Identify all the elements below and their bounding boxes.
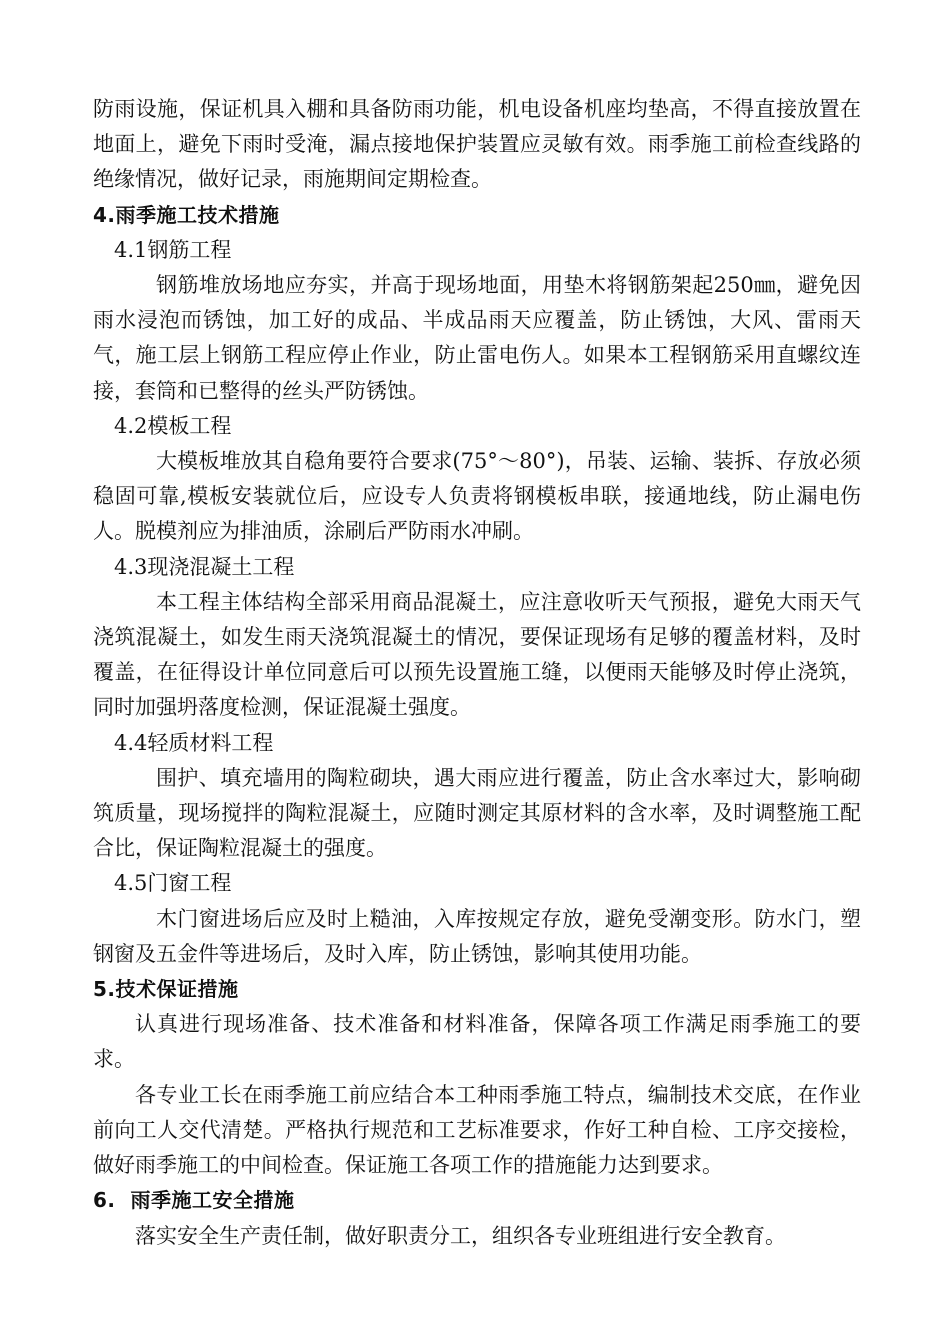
section-6-heading: 6. 雨季施工安全措施 [93,1188,295,1213]
section-6-paragraph: 落实安全生产责任制，做好职责分工，组织各专业班组进行安全教育。 [135,1223,786,1248]
subsection-body: 木门窗进场后应及时上糙油，入库按规定存放，避免受潮变形。防水门，塑钢窗及五金件等进场后，及时入库，防止锈蚀，影响其使用功能。 [93,906,861,966]
section-4 [93,198,861,972]
section-4-heading: 4.雨季施工技术措施 [93,202,280,227]
section-6 [93,1183,861,1253]
subsection-4-3 [93,550,861,726]
intro-paragraph: 防雨设施，保证机具入棚和具备防雨功能，机电设备机座均垫高，不得直接放置在地面上，避免下雨时受淹，漏点接地保护装置应灵敏有效。雨季施工前检查线路的绝缘情况，做好记录，雨施期间定期检查。 [93,97,861,192]
subsection-body: 大模板堆放其自稳角要符合要求(75°～80°)，吊装、运输、装拆、存放必须稳固可靠,模板安装就位后，应设专人负责将钢模板串联，接通地线，防止漏电伤人。脱模剂应为排油质，涂刷后严防雨水冲刷。 [93,449,861,544]
section-5-paragraph: 各专业工长在雨季施工前应结合本工种雨季施工特点，编制技术交底，在作业前向工人交代清楚。严格执行规范和工艺标准要求，作好工种自检、工序交接检，做好雨季施工的中间检查。保证施工各项工作的措施能力达到要求。 [93,1082,861,1178]
subsection-heading: 4.1钢筋工程 [114,237,232,262]
subsection-heading: 4.3现浇混凝土工程 [114,554,295,579]
subsection-body: 本工程主体结构全部采用商品混凝土，应注意收听天气预报，避免大雨天气浇筑混凝土，如发生雨天浇筑混凝土的情况，要保证现场有足够的覆盖材料，及时覆盖，在征得设计单位同意后可以预先设置施工缝，以便雨天能够及时停止浇筑，同时加强坍落度检测，保证混凝土强度。 [93,589,861,720]
subsection-body: 围护、填充墙用的陶粒砌块，遇大雨应进行覆盖，防止含水率过大，影响砌筑质量，现场搅拌的陶粒混凝土，应随时测定其原材料的含水率，及时调整施工配合比，保证陶粒混凝土的强度。 [93,765,861,861]
subsection-4-4 [93,726,861,867]
document-page [93,92,861,1254]
subsection-4-1 [93,233,861,409]
section-5-heading: 5.技术保证措施 [93,977,239,1002]
subsection-heading: 4.2模板工程 [114,413,232,438]
subsection-body: 钢筋堆放场地应夯实，并高于现场地面，用垫木将钢筋架起250㎜，避免因雨水浸泡而锈蚀，加工好的成品、半成品雨天应覆盖，防止锈蚀，大风、雷雨天气，施工层上钢筋工程应停止作业，防止雷电伤人。如果本工程钢筋采用直螺纹连接，套筒和已整得的丝头严防锈蚀。 [93,273,861,403]
subsection-heading: 4.5门窗工程 [114,871,232,896]
section-5-paragraph: 认真进行现场准备、技术准备和材料准备，保障各项工作满足雨季施工的要求。 [93,1012,861,1072]
section-5 [93,972,861,1183]
subsection-4-5 [93,866,861,972]
subsection-heading: 4.4轻质材料工程 [114,730,274,755]
subsection-4-2 [93,409,861,550]
